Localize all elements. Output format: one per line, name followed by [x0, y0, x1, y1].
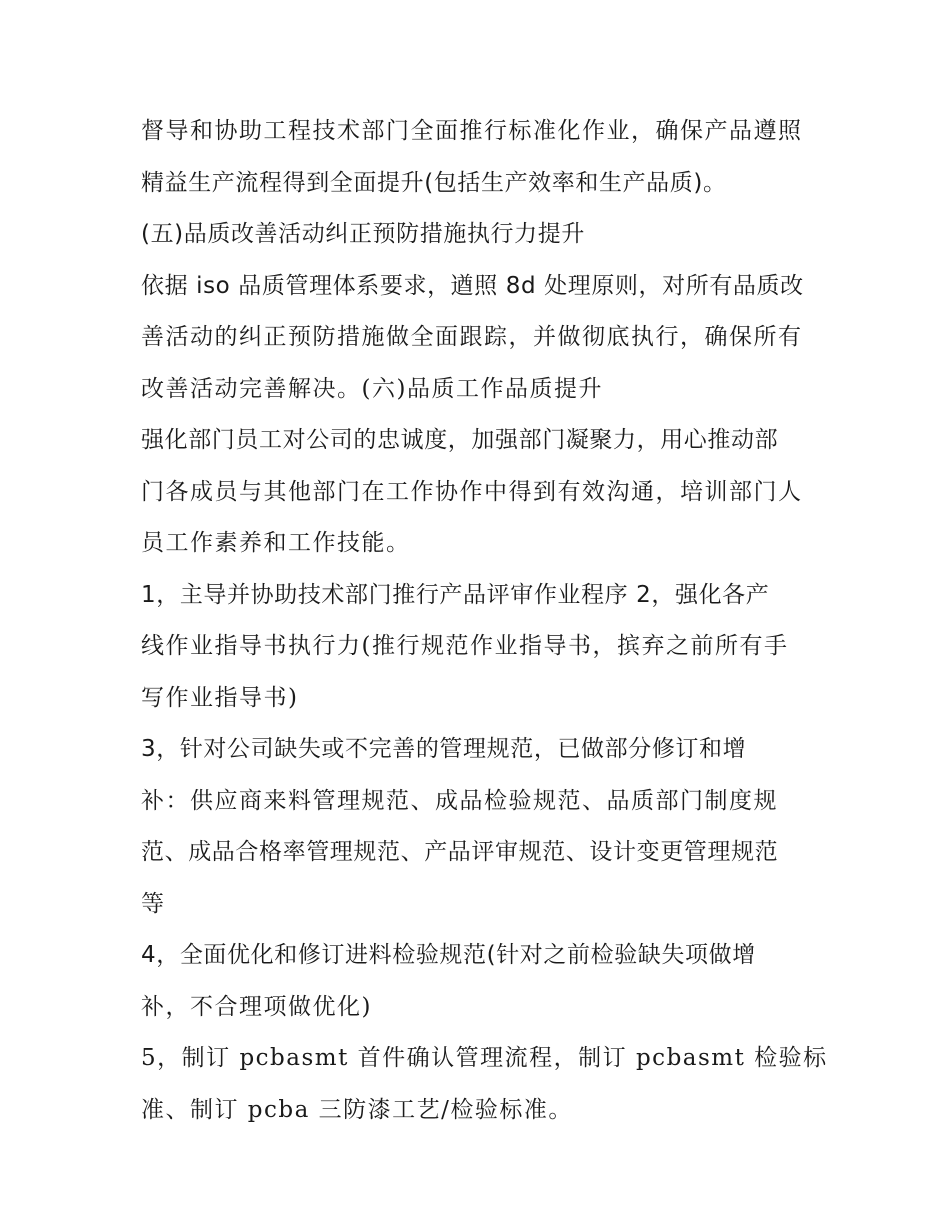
list-item-3: 3，针对公司缺失或不完善的管理规范，已做部分修订和增: [141, 736, 747, 762]
paragraph-line: 门各成员与其他部门在工作协作中得到有效沟通，培训部门人: [141, 478, 803, 505]
paragraph-line: 准、制订 pcba 三防漆工艺/检验标准。: [141, 1096, 573, 1123]
paragraph-line: 依据 iso 品质管理体系要求，遒照 8d 处理原则，对所有品质改: [141, 272, 804, 299]
list-item-5: 5，制订 pcbasmt 首件确认管理流程，制订 pcbasmt 检验标: [141, 1045, 828, 1071]
list-item-1: 1，主导并协助技术部门推行产品评审作业程序 2，强化各产: [141, 581, 770, 608]
paragraph-line: 改善活动完善解决。(六)品质工作品质提升: [141, 375, 603, 402]
paragraph-line: 员工作素养和工作技能。: [141, 530, 411, 556]
paragraph-line: 补，不合理项做优化): [141, 993, 372, 1020]
paragraph-line: 补：供应商来料管理规范、成品检验规范、品质部门制度规: [141, 787, 778, 814]
paragraph-line: 善活动的纠正预防措施做全面跟踪，并做彻底执行，确保所有: [141, 324, 803, 350]
list-item-4: 4，全面优化和修订进料检验规范(针对之前检验缺失项做增: [141, 942, 756, 968]
document-body: [141, 110, 831, 1140]
section-heading-5: (五)品质改善活动纠正预防措施执行力提升: [141, 221, 585, 247]
paragraph-line: 等: [141, 890, 166, 917]
paragraph-line: 线作业指导书执行力(推行规范作业指导书，摈弃之前所有手: [141, 633, 789, 659]
paragraph-line: 写作业指导书): [141, 684, 299, 711]
paragraph-line: 精益生产流程得到全面提升(包括生产效率和生产品质)。: [141, 169, 727, 196]
paragraph-line: 强化部门员工对公司的忠诚度，加强部门凝聚力，用心推动部: [141, 427, 779, 453]
paragraph-line: 范、成品合格率管理规范、产品评审规范、设计变更管理规范: [141, 839, 779, 865]
paragraph-line: 督导和协助工程技术部门全面推行标准化作业，确保产品遵照: [141, 118, 803, 144]
